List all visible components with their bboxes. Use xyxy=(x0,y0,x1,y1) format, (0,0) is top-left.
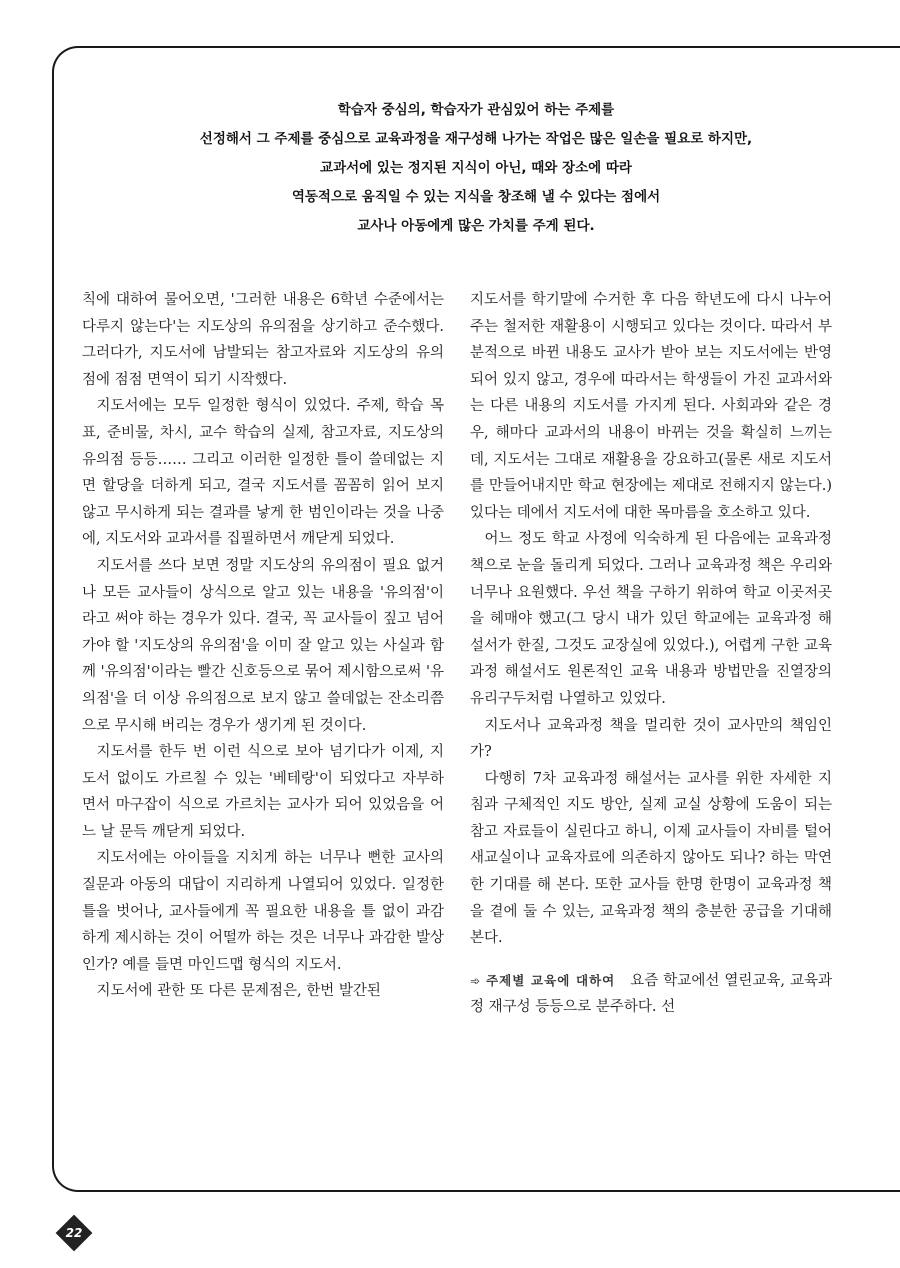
right-column xyxy=(470,287,832,1021)
paragraph: 칙에 대하여 물어오면, '그러한 내용은 6학년 수준에서는 다루지 않는다'는 지도상의 유의점을 상기하고 준수했다. 그러다가, 지도서에 남발되는 참고자료와 지도상의 유의점에 점점 면역이 되기 시작했다. xyxy=(82,292,444,388)
paragraph: 지도서에는 모두 일정한 형식이 있었다. 주제, 학습 목표, 준비물, 차시, 교수 학습의 실제, 참고자료, 지도상의 유의점 등등…… 그리고 이러한 일정한 틀이 쓸데없는 지면 할당을 더하게 되고, 결국 지도서를 꼼꼼히 읽어 보지 않고 무시하게 되는 결과를 낳게 한 범인이라는 것을 나중에, 지도서와 교과서를 집필하면서 깨닫게 되었다. xyxy=(82,398,444,548)
pull-quote-line: 교과서에 있는 정지된 지식이 아닌, 때와 장소에 따라 xyxy=(320,160,632,176)
pull-quote xyxy=(52,96,900,241)
pull-quote-line: 선정해서 그 주제를 중심으로 교육과정을 재구성해 나가는 작업은 많은 일손을 필요로 하지만, xyxy=(199,131,753,147)
pull-quote-line: 학습자 중심의, 학습자가 관심있어 하는 주제를 xyxy=(337,102,615,118)
paragraph: 지도서를 쓰다 보면 정말 지도상의 유의점이 필요 없거나 모든 교사들이 상식으로 알고 있는 내용을 '유의점'이라고 써야 하는 경우가 있다. 결국, 꼭 교사들이 짚고 넘어가야 할 '지도상의 유의점'을 이미 잘 알고 있는 사실과 함께 '유의점'이라는 빨간 신호등으로 묶어 제시함으로써 '유의점'을 더 이상 유의점으로 보지 않고 쓸데없는 잔소리쯤으로 무시해 버리는 경우가 생기게 된 것이다. xyxy=(82,557,444,734)
paragraph: 지도서나 교육과정 책을 멀리한 것이 교사만의 책임인가? xyxy=(470,717,832,761)
pull-quote-line: 역동적으로 움직일 수 있는 지식을 창조해 낼 수 있다는 점에서 xyxy=(291,189,661,205)
left-column xyxy=(82,287,444,1005)
paragraph: 지도서에 관한 또 다른 문제점은, 한번 발간된 xyxy=(96,983,381,1000)
section-paragraph xyxy=(470,968,832,1021)
arrow-icon: ➾ xyxy=(470,973,481,988)
page-number-badge xyxy=(54,1213,94,1253)
section-text: 요즘 학교에선 열린교육, 교육과정 재구성 등등으로 분주하다. 선 xyxy=(470,972,833,1016)
paragraph: 다행히 7차 교육과정 해설서는 교사를 위한 자세한 지침과 구체적인 지도 방안, 실제 교실 상황에 도움이 되는 참고 자료들이 실린다고 하니, 이제 교사들이 자비를 털어 새교실이나 교육자료에 의존하지 않아도 되나? 하는 막연한 기대를 해 본다. 또한 교사들 한명 한명이 교육과정 책을 곁에 둘 수 있는, 교육과정 책의 충분한 공급을 기대해 본다. xyxy=(470,770,832,947)
pull-quote-line: 교사나 아동에게 많은 가치를 주게 된다. xyxy=(357,218,595,234)
paragraph: 지도서를 한두 번 이런 식으로 보아 넘기다가 이제, 지도서 없이도 가르칠 수 있는 '베테랑'이 되었다고 자부하면서 마구잡이 식으로 가르치는 교사가 되어 있었음을 어느 날 문득 깨닫게 되었다. xyxy=(82,744,444,840)
paragraph: 어느 정도 학교 사정에 익숙하게 된 다음에는 교육과정 책으로 눈을 돌리게 되었다. 그러나 교육과정 책은 우리와 너무나 요원했다. 우선 책을 구하기 위하여 학교 이곳저곳을 헤매야 했고(그 당시 내가 있던 학교에는 교육과정 해설서가 한질, 그것도 교장실에 있었다.), 어렵게 구한 교육과정 해설서도 원론적인 교육 내용과 방법만을 진열장의 유리구두처럼 나열하고 있었다. xyxy=(470,531,832,707)
section-heading: 주제별 교육에 대하여 xyxy=(486,972,616,988)
page-number: 22 xyxy=(65,1226,83,1240)
paragraph: 지도서를 학기말에 수거한 후 다음 학년도에 다시 나누어 주는 철저한 재활용이 시행되고 있다는 것이다. 따라서 부분적으로 바뀐 내용도 교사가 받아 보는 지도서에는 반영되어 있지 않고, 경우에 따라서는 학생들이 가진 교과서와는 다른 내용의 지도서를 가지게 된다. 사회과와 같은 경우, 해마다 교과서의 내용이 바뀌는 것을 확실히 느끼는데, 지도서는 그대로 재활용을 강요하고(물론 새로 지도서를 만들어내지만 학교 현장에는 제대로 전해지지 않는다.) 있다는 데에서 지도서에 대한 목마름을 호소하고 있다. xyxy=(470,292,832,521)
paragraph: 지도서에는 아이들을 지치게 하는 너무나 뻔한 교사의 질문과 아동의 대답이 지리하게 나열되어 있었다. 일정한 틀을 벗어나, 교사들에게 꼭 필요한 내용을 틀 없이 과감하게 제시하는 것이 어떨까 하는 것은 너무나 과감한 발상인가? 예를 들면 마인드맵 형식의 지도서. xyxy=(82,850,444,973)
